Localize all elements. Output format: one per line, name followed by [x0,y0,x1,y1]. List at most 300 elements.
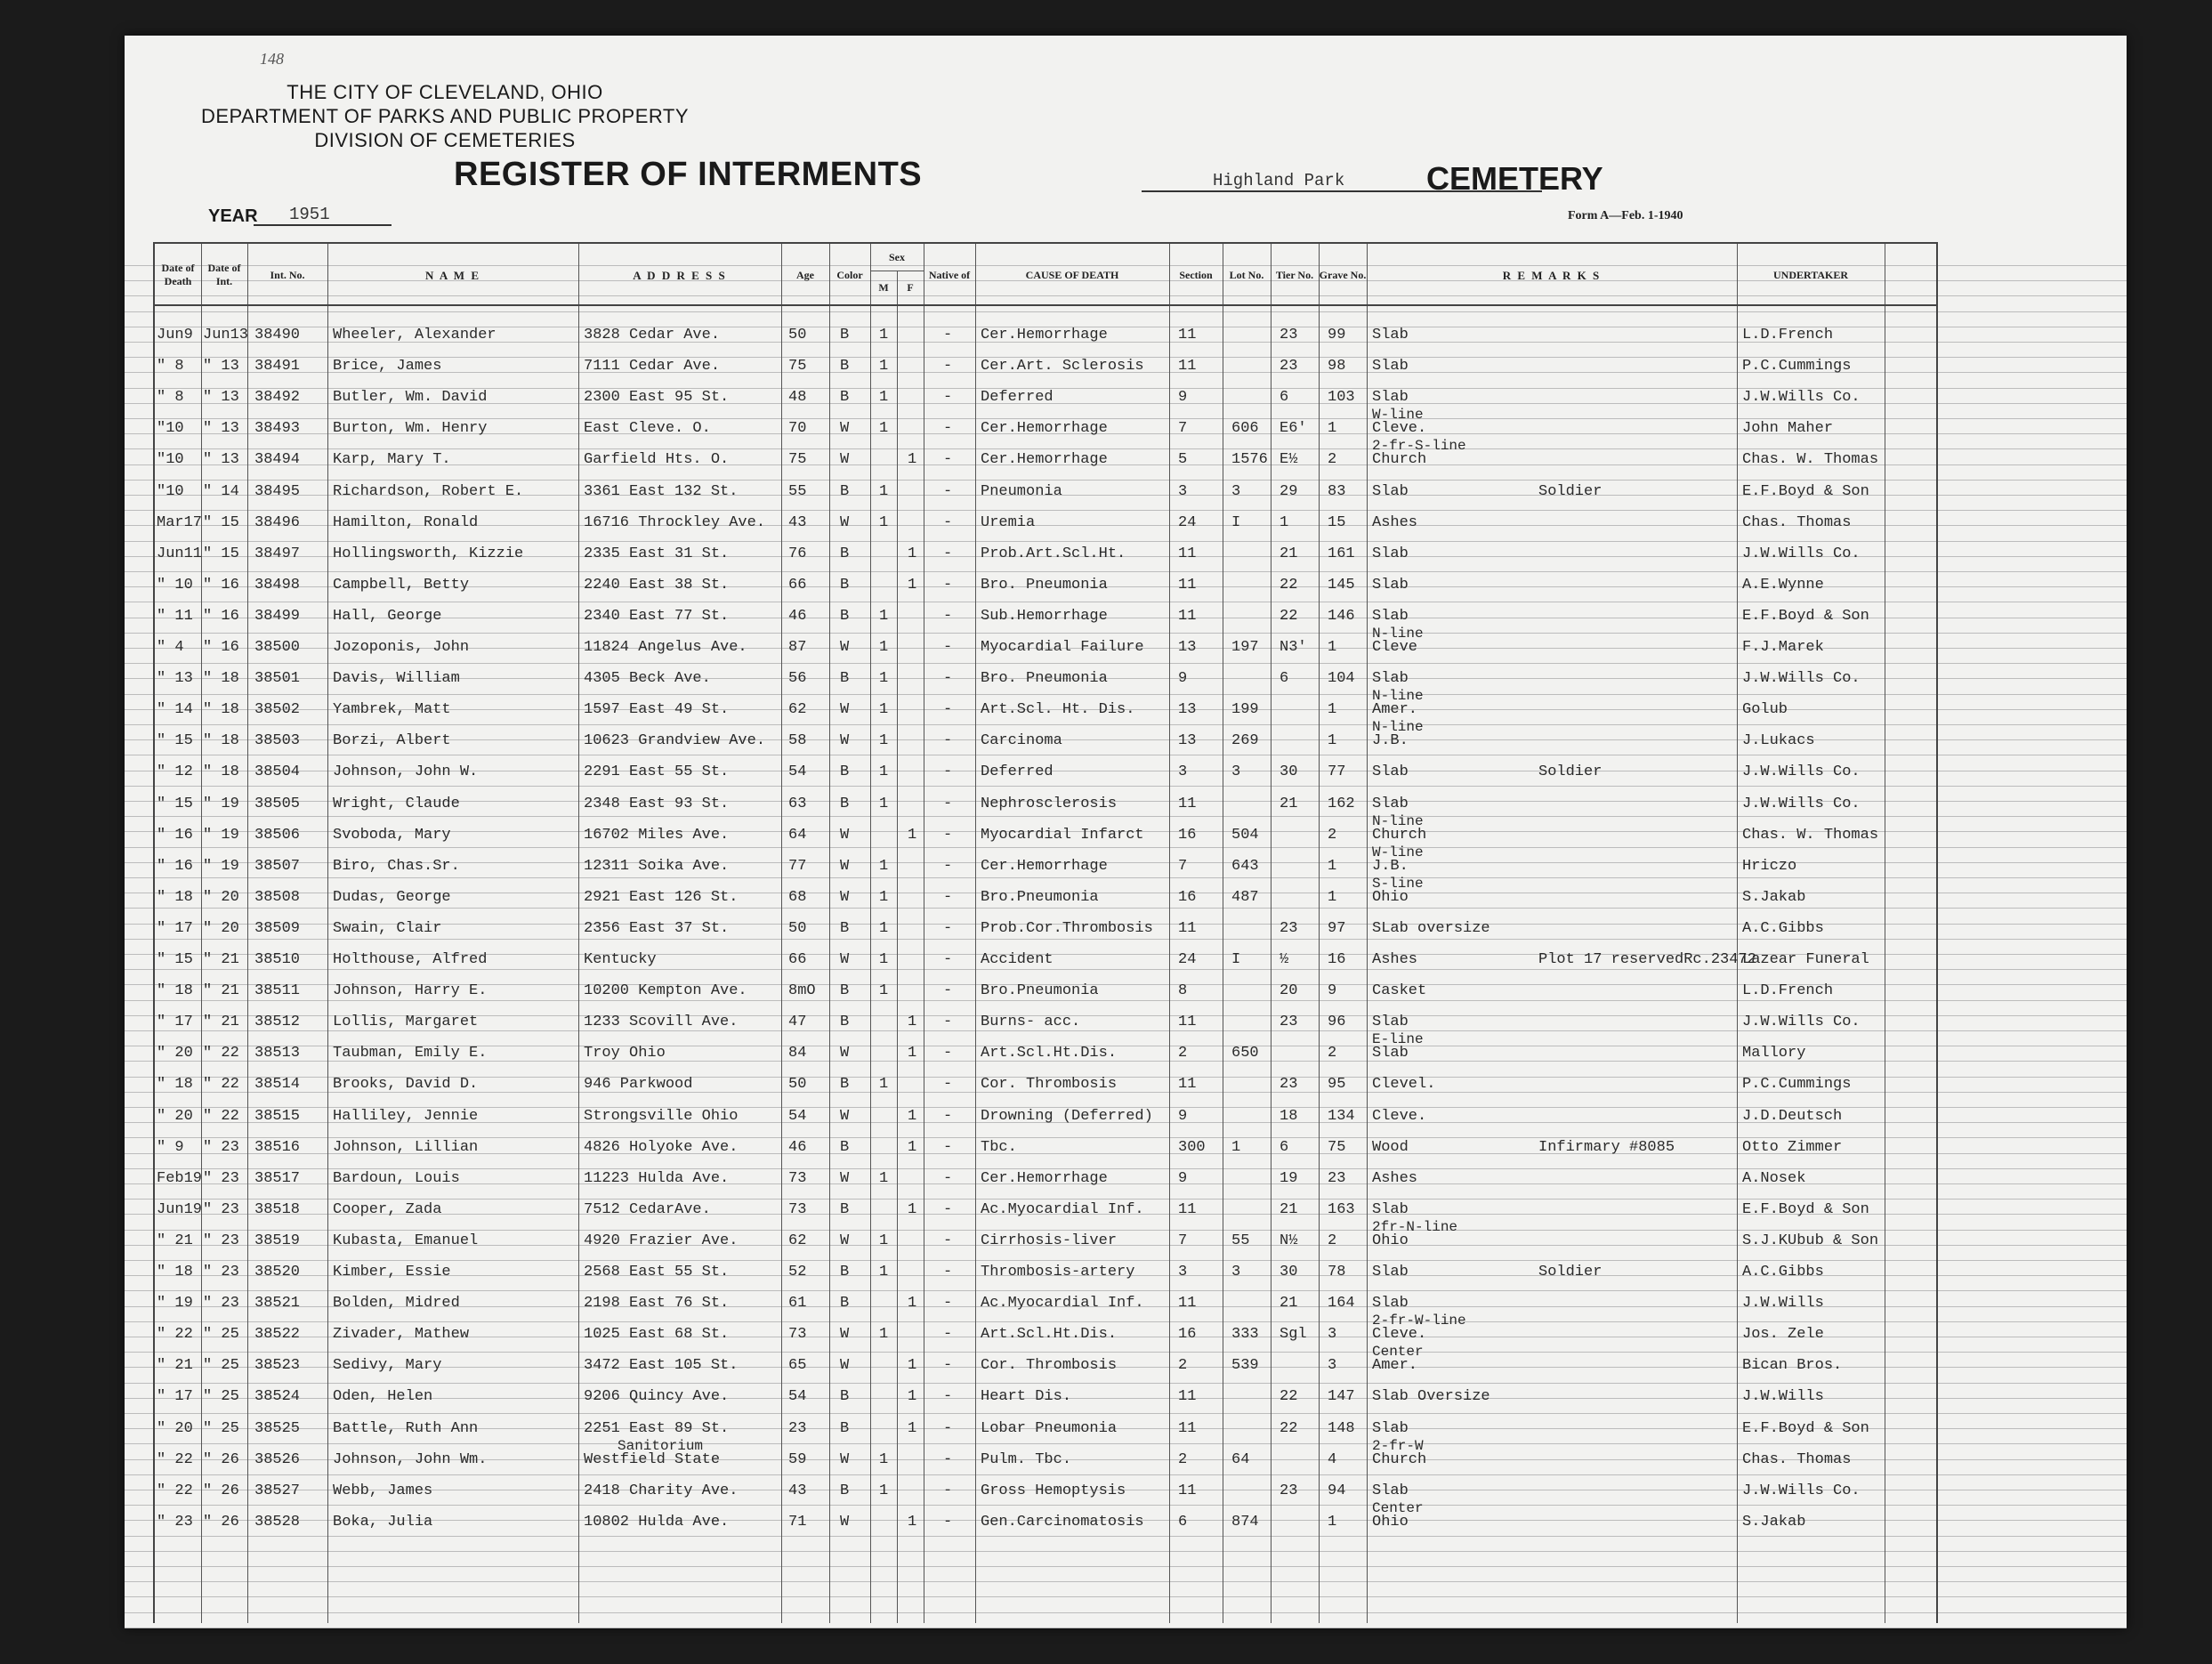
table-row [155,1499,1936,1534]
color-cell: W [840,1450,850,1468]
grave-cell: 83 [1328,482,1346,500]
date-of-death-cell: " 21 [157,1357,193,1375]
cemetery-name-field: Highland Park [1142,171,1542,192]
color-cell: W [840,1169,850,1187]
interment-number-cell: 38526 [254,1450,301,1468]
grave-cell: 16 [1328,951,1346,968]
remarks-note-cell: Soldier [1538,482,1602,500]
color-cell: B [840,1419,850,1437]
color-cell: B [840,389,850,407]
sex-male-cell: 1 [879,513,889,531]
interment-number-cell: 38502 [254,701,301,719]
sex-male-cell: 1 [879,1169,889,1187]
lot-cell: 199 [1231,701,1259,719]
color-cell: B [840,1482,850,1499]
date-of-interment-cell: " 15 [203,545,239,562]
date-of-death-cell: " 8 [157,358,184,376]
address-cell: 2356 East 37 St. [584,919,730,937]
color-cell: B [840,919,850,937]
cause-of-death-cell: Cer.Hemorrhage [981,451,1108,469]
sex-female-cell: 1 [908,826,917,844]
table-row [155,981,1936,1003]
table-row [155,1013,1936,1034]
address-cell: 4826 Holyoke Ave. [584,1138,739,1156]
color-cell: W [840,513,850,531]
division-name: DIVISION OF CEMETERIES [314,129,576,151]
color-cell: B [840,982,850,1000]
color-cell: B [840,576,850,594]
remarks-cell: Slab [1372,1045,1409,1062]
sex-male-cell: 1 [879,670,889,688]
native-of-cell: - [943,1138,953,1156]
cause-of-death-cell: Bro. Pneumonia [981,576,1108,594]
undertaker-cell: L.D.French [1742,327,1834,343]
date-of-death-cell: " 17 [157,1388,193,1406]
age-cell: 61 [788,1295,807,1313]
interment-number-cell: 38514 [254,1076,301,1094]
table-row [155,1437,1936,1472]
age-cell: 50 [788,327,807,343]
interment-number-cell: 38499 [254,607,301,625]
date-of-interment-cell: " 26 [203,1482,239,1499]
undertaker-cell: J.W.Wills Co. [1742,795,1861,812]
cause-of-death-cell: Deferred [981,763,1054,781]
section-cell: 13 [1178,639,1197,656]
tier-cell: 6 [1280,389,1289,407]
address-cell: Westfield State [584,1450,721,1468]
name-cell: Boka, Julia [333,1513,433,1531]
lot-cell: 3 [1231,1264,1241,1280]
address-cell: 2418 Charity Ave. [584,1482,739,1499]
date-of-interment-cell: " 21 [203,982,239,1000]
table-row [155,1138,1936,1159]
remarks-cell: Slab [1372,545,1409,562]
tier-cell: 22 [1280,1419,1298,1437]
native-of-cell: - [943,1169,953,1187]
age-cell: 58 [788,732,807,750]
undertaker-cell: J.W.Wills Co. [1742,1014,1861,1031]
grave-cell: 104 [1328,670,1355,688]
date-of-death-cell: " 22 [157,1326,193,1344]
color-cell: W [840,1045,850,1062]
date-of-interment-cell: " 23 [203,1200,239,1218]
native-of-cell: - [943,888,953,906]
department-name: DEPARTMENT OF PARKS AND PUBLIC PROPERTY [200,105,690,127]
date-of-interment-cell: " 20 [203,919,239,937]
date-of-death-cell: " 12 [157,763,193,781]
undertaker-cell: A.C.Gibbs [1742,919,1824,937]
interment-number-cell: 38495 [254,482,301,500]
date-of-death-cell: " 9 [157,1138,184,1156]
address-cell: Garfield Hts. O. [584,451,730,469]
lot-cell: 64 [1231,1450,1250,1468]
native-of-cell: - [943,420,953,438]
date-of-interment-cell: " 19 [203,795,239,812]
interment-number-cell: 38521 [254,1295,301,1313]
lot-cell: 650 [1231,1045,1259,1062]
tier-cell: 20 [1280,982,1298,1000]
col-header-grave: Grave No. [1319,268,1367,281]
native-of-cell: - [943,1450,953,1468]
name-cell: Yambrek, Matt [333,701,451,719]
date-of-death-cell: " 16 [157,857,193,875]
native-of-cell: - [943,982,953,1000]
age-cell: 73 [788,1169,807,1187]
color-cell: W [840,951,850,968]
sex-female-cell: 1 [908,1388,917,1406]
cause-of-death-cell: Accident [981,951,1054,968]
interment-number-cell: 38510 [254,951,301,968]
cause-of-death-cell: Deferred [981,389,1054,407]
address-cell: Troy Ohio [584,1045,666,1062]
color-cell: B [840,795,850,812]
sex-female-cell: 1 [908,1295,917,1313]
tier-cell: 23 [1280,1482,1298,1499]
remarks-location-note: 2-fr-W [1372,1437,1424,1454]
date-of-death-cell: Jun9 [157,327,193,343]
interment-number-cell: 38527 [254,1482,301,1499]
undertaker-cell: John Maher [1742,420,1834,438]
remarks-cell: J.B. [1372,732,1409,750]
name-cell: Zivader, Mathew [333,1326,470,1344]
table-row [155,1313,1936,1346]
table-row [155,1482,1936,1503]
age-cell: 70 [788,420,807,438]
cause-of-death-cell: Bro. Pneumonia [981,670,1108,688]
lot-cell: 487 [1231,888,1259,906]
section-cell: 9 [1178,670,1188,688]
address-cell: 3472 East 105 St. [584,1357,739,1375]
table-row [155,719,1936,753]
age-cell: 43 [788,513,807,531]
table-row [155,1107,1936,1128]
cause-of-death-cell: Myocardial Infarct [981,826,1144,844]
date-of-interment-cell: " 23 [203,1232,239,1249]
native-of-cell: - [943,795,953,812]
date-of-death-cell: "10 [157,451,184,469]
date-of-interment-cell: " 20 [203,888,239,906]
section-cell: 16 [1178,826,1197,844]
grave-cell: 9 [1328,982,1337,1000]
native-of-cell: - [943,1045,953,1062]
sex-male-cell: 1 [879,732,889,750]
address-cell: 2198 East 76 St. [584,1295,730,1313]
section-cell: 3 [1178,1264,1188,1280]
sex-male-cell: 1 [879,1450,889,1468]
remarks-cell: Amer. [1372,701,1418,719]
remarks-cell: Ohio [1372,888,1409,906]
address-cell: 2348 East 93 St. [584,795,730,812]
undertaker-cell: J.W.Wills [1742,1295,1824,1313]
tier-cell: 18 [1280,1107,1298,1125]
native-of-cell: - [943,1419,953,1437]
sex-female-cell: 1 [908,1045,917,1062]
interment-number-cell: 38523 [254,1357,301,1375]
interment-number-cell: 38528 [254,1513,301,1531]
table-row [155,875,1936,909]
grave-cell: 98 [1328,358,1346,376]
interment-number-cell: 38518 [254,1200,301,1218]
sex-male-cell: 1 [879,1482,889,1499]
interment-number-cell: 38497 [254,545,301,562]
cause-of-death-cell: Lobar Pneumonia [981,1419,1118,1437]
age-cell: 62 [788,1232,807,1249]
name-cell: Taubman, Emily E. [333,1045,488,1062]
col-header-remarks: R E M A R K S [1502,268,1602,282]
sex-male-cell: 1 [879,327,889,343]
date-of-death-cell: Feb19 [157,1169,203,1187]
interment-number-cell: 38500 [254,639,301,656]
cause-of-death-cell: Drowning (Deferred) [981,1107,1153,1125]
age-cell: 46 [788,1138,807,1156]
col-header-sex: Sex [889,250,905,263]
table-row [155,1031,1936,1065]
remarks-location-note: Center [1372,1499,1424,1516]
sex-male-cell: 1 [879,607,889,625]
color-cell: B [840,1200,850,1218]
native-of-cell: - [943,1295,953,1313]
section-cell: 11 [1178,795,1197,812]
table-row [155,576,1936,597]
remarks-cell: Ohio [1372,1513,1409,1531]
remarks-cell: Cleve [1372,639,1418,656]
undertaker-cell: A.C.Gibbs [1742,1264,1824,1280]
col-header-tier: Tier No. [1275,268,1314,281]
col-header-age: Age [796,268,814,281]
date-of-death-cell: " 18 [157,1076,193,1094]
address-cell: 2291 East 55 St. [584,763,730,781]
section-cell: 11 [1178,327,1197,343]
color-cell: B [840,482,850,500]
remarks-location-note: S-line [1372,875,1424,892]
section-cell: 9 [1178,1107,1188,1125]
grave-cell: 145 [1328,576,1355,594]
color-cell: W [840,732,850,750]
color-cell: W [840,1232,850,1249]
native-of-cell: - [943,1107,953,1125]
section-cell: 13 [1178,701,1197,719]
remarks-cell: Church [1372,451,1427,469]
remarks-cell: Slab [1372,576,1409,594]
tier-cell: 21 [1280,545,1298,562]
cause-of-death-cell: Bro.Pneumonia [981,982,1099,1000]
undertaker-cell: S.Jakab [1742,1513,1806,1531]
color-cell: W [840,451,850,469]
color-cell: B [840,1388,850,1406]
age-cell: 65 [788,1357,807,1375]
address-cell: 16716 Throckley Ave. [584,513,766,531]
grave-cell: 1 [1328,420,1337,438]
table-row [155,438,1936,472]
date-of-death-cell: "10 [157,482,184,500]
native-of-cell: - [943,545,953,562]
remarks-location-note: E-line [1372,1031,1424,1048]
age-cell: 47 [788,1014,807,1031]
address-cell: 1597 East 49 St. [584,701,730,719]
cause-of-death-cell: Cer.Hemorrhage [981,420,1108,438]
name-cell: Butler, Wm. David [333,389,488,407]
grave-cell: 4 [1328,1450,1337,1468]
remarks-location-note: W-line [1372,844,1424,860]
sex-male-cell: 1 [879,888,889,906]
name-cell: Svoboda, Mary [333,826,451,844]
native-of-cell: - [943,1200,953,1218]
grave-cell: 77 [1328,763,1346,781]
name-cell: Holthouse, Alfred [333,951,488,968]
remarks-location-note: N-line [1372,719,1424,736]
interment-number-cell: 38508 [254,888,301,906]
date-of-death-cell: Jun11 [157,545,203,562]
lot-cell: I [1231,513,1241,531]
table-row [155,669,1936,691]
interment-number-cell: 38524 [254,1388,301,1406]
interment-number-cell: 38509 [254,919,301,937]
cause-of-death-cell: Ac.Myocardial Inf. [981,1295,1144,1313]
table-row [155,1200,1936,1222]
date-of-death-cell: " 4 [157,639,184,656]
date-of-death-cell: " 18 [157,982,193,1000]
native-of-cell: - [943,732,953,750]
section-cell: 11 [1178,1388,1197,1406]
interment-number-cell: 38491 [254,358,301,376]
section-cell: 6 [1178,1513,1188,1531]
undertaker-cell: F.J.Marek [1742,639,1824,656]
date-of-interment-cell: Jun13 [203,327,249,343]
remarks-cell: Slab [1372,1482,1409,1499]
remarks-cell: Slab [1372,795,1409,812]
native-of-cell: - [943,1513,953,1531]
color-cell: B [840,670,850,688]
grave-cell: 23 [1328,1169,1346,1187]
col-header-address: A D D R E S S [633,268,727,282]
color-cell: B [840,358,850,376]
name-cell: Brooks, David D. [333,1076,479,1094]
age-cell: 71 [788,1513,807,1531]
sex-male-cell: 1 [879,639,889,656]
section-cell: 11 [1178,1076,1197,1094]
undertaker-cell: Chas. Thomas [1742,1450,1852,1468]
col-header-section: Section [1179,268,1213,281]
native-of-cell: - [943,358,953,376]
address-cell: East Cleve. O. [584,420,711,438]
undertaker-cell: Jos. Zele [1742,1326,1824,1344]
undertaker-cell: Hriczo [1742,857,1797,875]
native-of-cell: - [943,951,953,968]
sex-male-cell: 1 [879,795,889,812]
address-cell: 2240 East 38 St. [584,576,730,594]
section-cell: 7 [1178,1232,1188,1249]
date-of-interment-cell: " 18 [203,701,239,719]
date-of-interment-cell: " 22 [203,1076,239,1094]
remarks-cell: Cleve. [1372,1107,1427,1125]
section-cell: 11 [1178,919,1197,937]
interment-number-cell: 38520 [254,1264,301,1280]
date-of-interment-cell: " 22 [203,1107,239,1125]
table-row [155,326,1936,347]
grave-cell: 162 [1328,795,1355,812]
cause-of-death-cell: Art.Scl. Ht. Dis. [981,701,1135,719]
tier-cell: 22 [1280,607,1298,625]
date-of-interment-cell: " 26 [203,1450,239,1468]
remarks-cell: Cleve. [1372,420,1427,438]
table-row [155,607,1936,628]
undertaker-cell: Chas. W. Thomas [1742,451,1879,469]
section-cell: 16 [1178,888,1197,906]
date-of-interment-cell: " 13 [203,451,239,469]
interment-number-cell: 38522 [254,1326,301,1344]
section-cell: 11 [1178,607,1197,625]
tier-cell: 30 [1280,1264,1298,1280]
sex-male-cell: 1 [879,482,889,500]
undertaker-cell: P.C.Cummings [1742,358,1852,376]
undertaker-cell: P.C.Cummings [1742,1076,1852,1094]
grave-cell: 134 [1328,1107,1355,1125]
date-of-interment-cell: " 13 [203,420,239,438]
tier-cell: 22 [1280,1388,1298,1406]
sex-male-cell: 1 [879,857,889,875]
date-of-interment-cell: " 21 [203,951,239,968]
color-cell: B [840,1014,850,1031]
remarks-location-note: 2fr-N-line [1372,1218,1458,1235]
section-cell: 11 [1178,545,1197,562]
native-of-cell: - [943,1357,953,1375]
date-of-interment-cell: " 14 [203,482,239,500]
cause-of-death-cell: Cirrhosis-liver [981,1232,1118,1249]
grave-cell: 163 [1328,1200,1355,1218]
remarks-cell: Slab [1372,389,1409,407]
col-header-sex-m: M [878,280,889,294]
lot-cell: 3 [1231,763,1241,781]
register-sheet [125,36,2127,1628]
native-of-cell: - [943,607,953,625]
remarks-note-cell: Soldier [1538,1264,1602,1280]
cause-of-death-cell: Art.Scl.Ht.Dis. [981,1326,1118,1344]
date-of-death-cell: " 20 [157,1107,193,1125]
age-cell: 84 [788,1045,807,1062]
remarks-cell: Clevel. [1372,1076,1436,1094]
age-cell: 75 [788,358,807,376]
section-cell: 11 [1178,358,1197,376]
address-cell: 2335 East 31 St. [584,545,730,562]
interment-number-cell: 38493 [254,420,301,438]
tier-cell: 23 [1280,1014,1298,1031]
tier-cell: 1 [1280,513,1289,531]
grave-cell: 94 [1328,1482,1346,1499]
native-of-cell: - [943,389,953,407]
date-of-interment-cell: " 18 [203,670,239,688]
table-row [155,357,1936,378]
table-row [155,950,1936,972]
native-of-cell: - [943,1388,953,1406]
remarks-cell: Cleve. [1372,1326,1427,1344]
grave-cell: 2 [1328,826,1337,844]
date-of-death-cell: " 20 [157,1419,193,1437]
age-cell: 46 [788,607,807,625]
native-of-cell: - [943,1232,953,1249]
interment-number-cell: 38496 [254,513,301,531]
age-cell: 50 [788,1076,807,1094]
grave-cell: 99 [1328,327,1346,343]
cause-of-death-cell: Cer.Hemorrhage [981,327,1108,343]
tier-cell: E½ [1280,451,1298,469]
remarks-cell: Slab [1372,1419,1409,1437]
col-header-native: Native of [928,268,971,281]
cause-of-death-cell: Thrombosis-artery [981,1264,1135,1280]
col-header-date-death: Date of Death [161,262,195,287]
date-of-death-cell: " 13 [157,670,193,688]
table-row [155,626,1936,659]
undertaker-cell: Golub [1742,701,1788,719]
